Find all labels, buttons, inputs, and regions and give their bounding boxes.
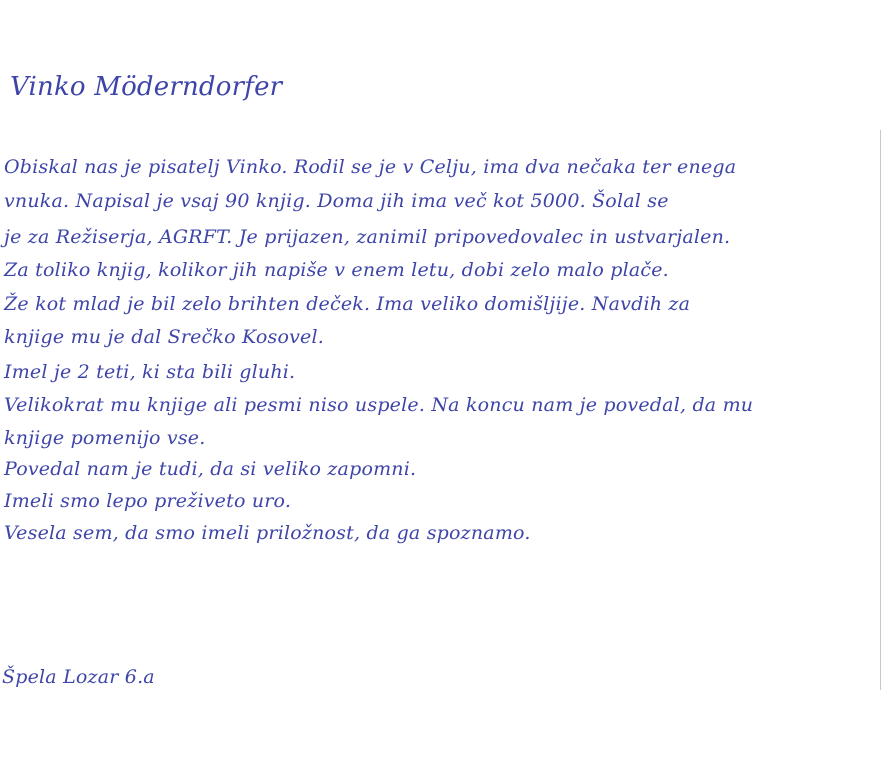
letter-line-8: Velikokrat mu knjige ali pesmi niso uspele. Na koncu nam je povedal, da mu xyxy=(4,394,754,416)
letter-signature: Špela Lozar 6.a xyxy=(2,666,155,688)
letter-line-10: Povedal nam je tudi, da si veliko zapomni. xyxy=(4,458,417,480)
letter-line-7: Imel je 2 teti, ki sta bili gluhi. xyxy=(4,361,296,383)
letter-line-5: Že kot mlad je bil zelo brihten deček. Ima veliko domišljije. Navdih za xyxy=(4,293,691,315)
letter-line-1: Obiskal nas je pisatelj Vinko. Rodil se je v Celju, ima dva nečaka ter enega xyxy=(4,156,737,178)
letter-line-6: knjige mu je dal Srečko Kosovel. xyxy=(4,326,325,348)
paper-edge-line xyxy=(880,130,881,690)
letter-line-9: knjige pomenijo vse. xyxy=(4,427,206,449)
letter-line-12: Vesela sem, da smo imeli priložnost, da ga spoznamo. xyxy=(4,522,531,544)
letter-line-4: Za toliko knjig, kolikor jih napiše v enem letu, dobi zelo malo plače. xyxy=(4,259,669,281)
letter-line-2: vnuka. Napisal je vsaj 90 knjig. Doma jih ima več kot 5000. Šolal se xyxy=(4,190,669,212)
letter-title: Vinko Möderndorfer xyxy=(10,72,283,102)
letter-line-3: je za Režiserja, AGRFT. Je prijazen, zanimil pripovedovalec in ustvarjalen. xyxy=(4,226,731,248)
letter-line-11: Imeli smo lepo preživeto uro. xyxy=(4,490,292,512)
